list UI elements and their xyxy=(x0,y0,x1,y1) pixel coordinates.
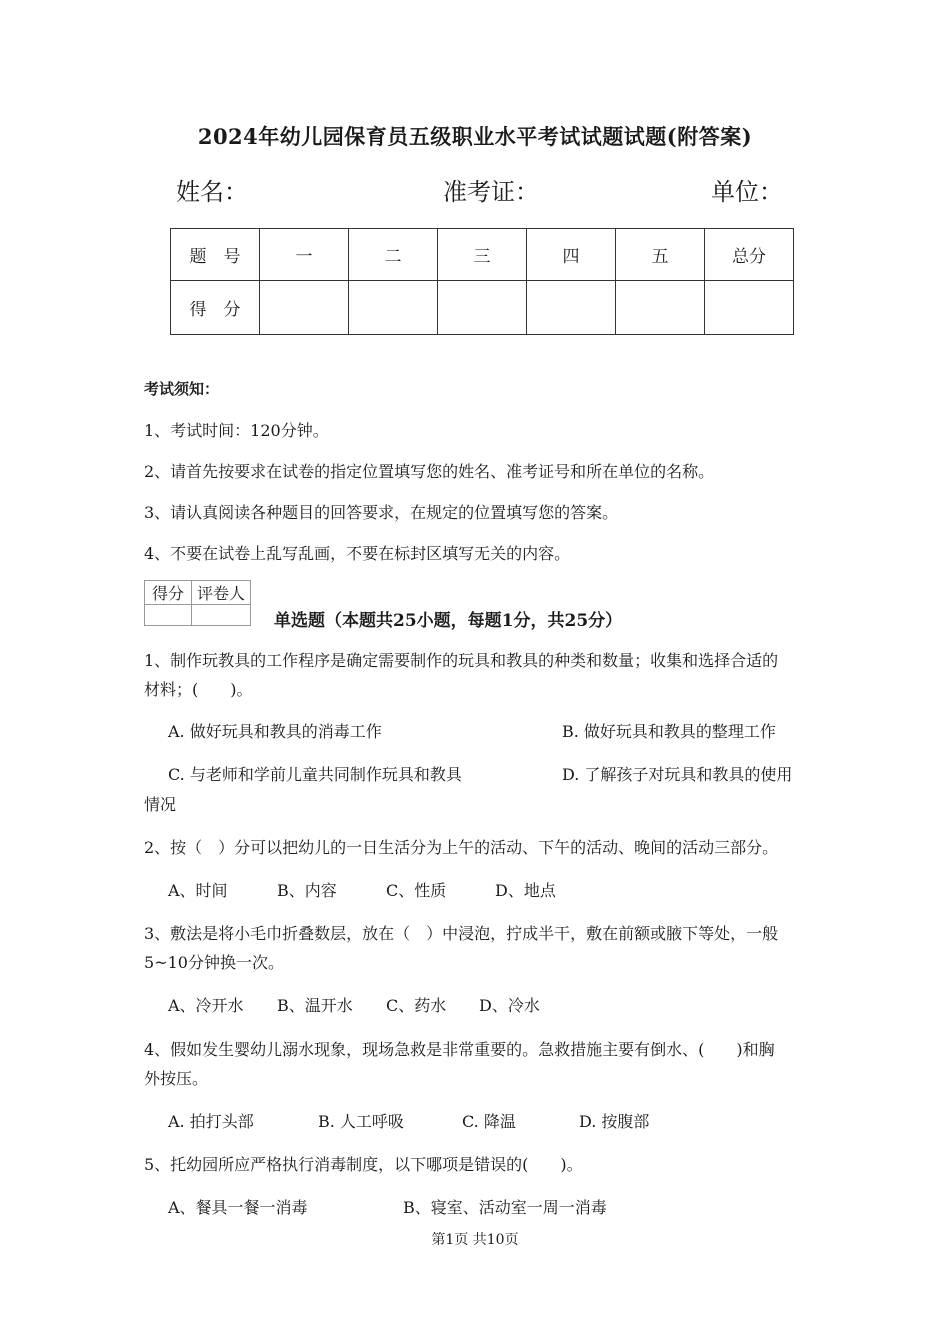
option-b[interactable]: B、内容 xyxy=(277,881,337,900)
option-a[interactable]: A. 拍打头部 xyxy=(168,1112,254,1131)
score-table-header-cell: 题 号 xyxy=(171,229,260,281)
option-b[interactable]: B. 做好玩具和教具的整理工作 xyxy=(562,722,776,741)
grader-score-cell[interactable] xyxy=(145,605,192,626)
option-a[interactable]: A、餐具一餐一消毒 xyxy=(168,1198,308,1217)
score-table-header-cell: 总分 xyxy=(705,229,794,281)
question-stem: 3、敷法是将小毛巾折叠数层，放在（ ）中浸泡，拧成半干，敷在前额或腋下等处，一般 xyxy=(144,924,779,943)
section-title: 单选题（本题共25小题，每题1分，共25分） xyxy=(274,611,623,631)
option-c[interactable]: C、药水 xyxy=(386,996,447,1015)
score-table-header-cell: 二 xyxy=(349,229,438,281)
question-stem: 5~10分钟换一次。 xyxy=(144,953,284,972)
question-stem: 4、假如发生婴幼儿溺水现象，现场急救是非常重要的。急救措施主要有倒水、( )和胸 xyxy=(144,1040,775,1059)
question-stem: 5、托幼园所应严格执行消毒制度，以下哪项是错误的( )。 xyxy=(144,1155,583,1174)
score-table-score-row xyxy=(171,281,794,335)
notice-item: 2、请首先按要求在试卷的指定位置填写您的姓名、准考证号和所在单位的名称。 xyxy=(144,462,715,481)
option-d[interactable]: D. 了解孩子对玩具和教具的使用 xyxy=(562,765,793,784)
page-footer: 第1页 共10页 xyxy=(431,1232,519,1248)
notice-item: 1、考试时间：120分钟。 xyxy=(144,421,329,440)
score-table-header-row xyxy=(171,229,794,281)
option-a[interactable]: A、时间 xyxy=(168,881,228,900)
option-d[interactable]: D、地点 xyxy=(495,881,556,900)
option-d-continuation: 情况 xyxy=(144,795,177,814)
score-table-header-cell: 三 xyxy=(438,229,527,281)
score-cell[interactable] xyxy=(616,281,705,335)
score-cell[interactable] xyxy=(705,281,794,335)
question-stem: 1、制作玩教具的工作程序是确定需要制作的玩具和教具的种类和数量；收集和选择合适的 xyxy=(144,651,779,670)
score-table-header-cell: 一 xyxy=(260,229,349,281)
exam-id-field-label: 准考证： xyxy=(443,178,539,206)
score-cell[interactable] xyxy=(349,281,438,335)
option-b[interactable]: B、寝室、活动室一周一消毒 xyxy=(403,1198,607,1217)
option-b[interactable]: B、温开水 xyxy=(277,996,353,1015)
score-cell[interactable] xyxy=(260,281,349,335)
page-title: 2024年幼儿园保育员五级职业水平考试试题试题(附答案) xyxy=(197,124,753,149)
option-a[interactable]: A、冷开水 xyxy=(168,996,244,1015)
score-table xyxy=(170,228,794,335)
score-table-header-cell: 五 xyxy=(616,229,705,281)
option-d[interactable]: D. 按腹部 xyxy=(579,1112,650,1131)
grader-name-cell[interactable] xyxy=(192,605,251,626)
grader-score-label: 得分 xyxy=(145,581,192,605)
grader-name-label: 评卷人 xyxy=(192,581,251,605)
score-table-header-cell: 四 xyxy=(527,229,616,281)
option-a[interactable]: A. 做好玩具和教具的消毒工作 xyxy=(168,722,382,741)
score-table-row-label: 得 分 xyxy=(171,281,260,335)
option-b[interactable]: B. 人工呼吸 xyxy=(318,1112,404,1131)
notice-item: 4、不要在试卷上乱写乱画，不要在标封区填写无关的内容。 xyxy=(144,544,571,563)
option-c[interactable]: C. 与老师和学前儿童共同制作玩具和教具 xyxy=(168,765,462,784)
unit-field-label: 单位： xyxy=(711,178,783,206)
option-c[interactable]: C. 降温 xyxy=(462,1112,516,1131)
option-d[interactable]: D、冷水 xyxy=(479,996,540,1015)
question-stem: 材料；( )。 xyxy=(144,680,253,699)
score-cell[interactable] xyxy=(527,281,616,335)
grader-box xyxy=(144,580,251,626)
question-stem: 2、按（ ）分可以把幼儿的一日生活分为上午的活动、下午的活动、晚间的活动三部分。 xyxy=(144,838,779,857)
score-cell[interactable] xyxy=(438,281,527,335)
question-stem: 外按压。 xyxy=(144,1069,209,1088)
name-field-label: 姓名： xyxy=(176,178,248,206)
option-c[interactable]: C、性质 xyxy=(386,881,447,900)
notice-item: 3、请认真阅读各种题目的回答要求，在规定的位置填写您的答案。 xyxy=(144,503,619,522)
notice-heading: 考试须知： xyxy=(144,380,220,398)
